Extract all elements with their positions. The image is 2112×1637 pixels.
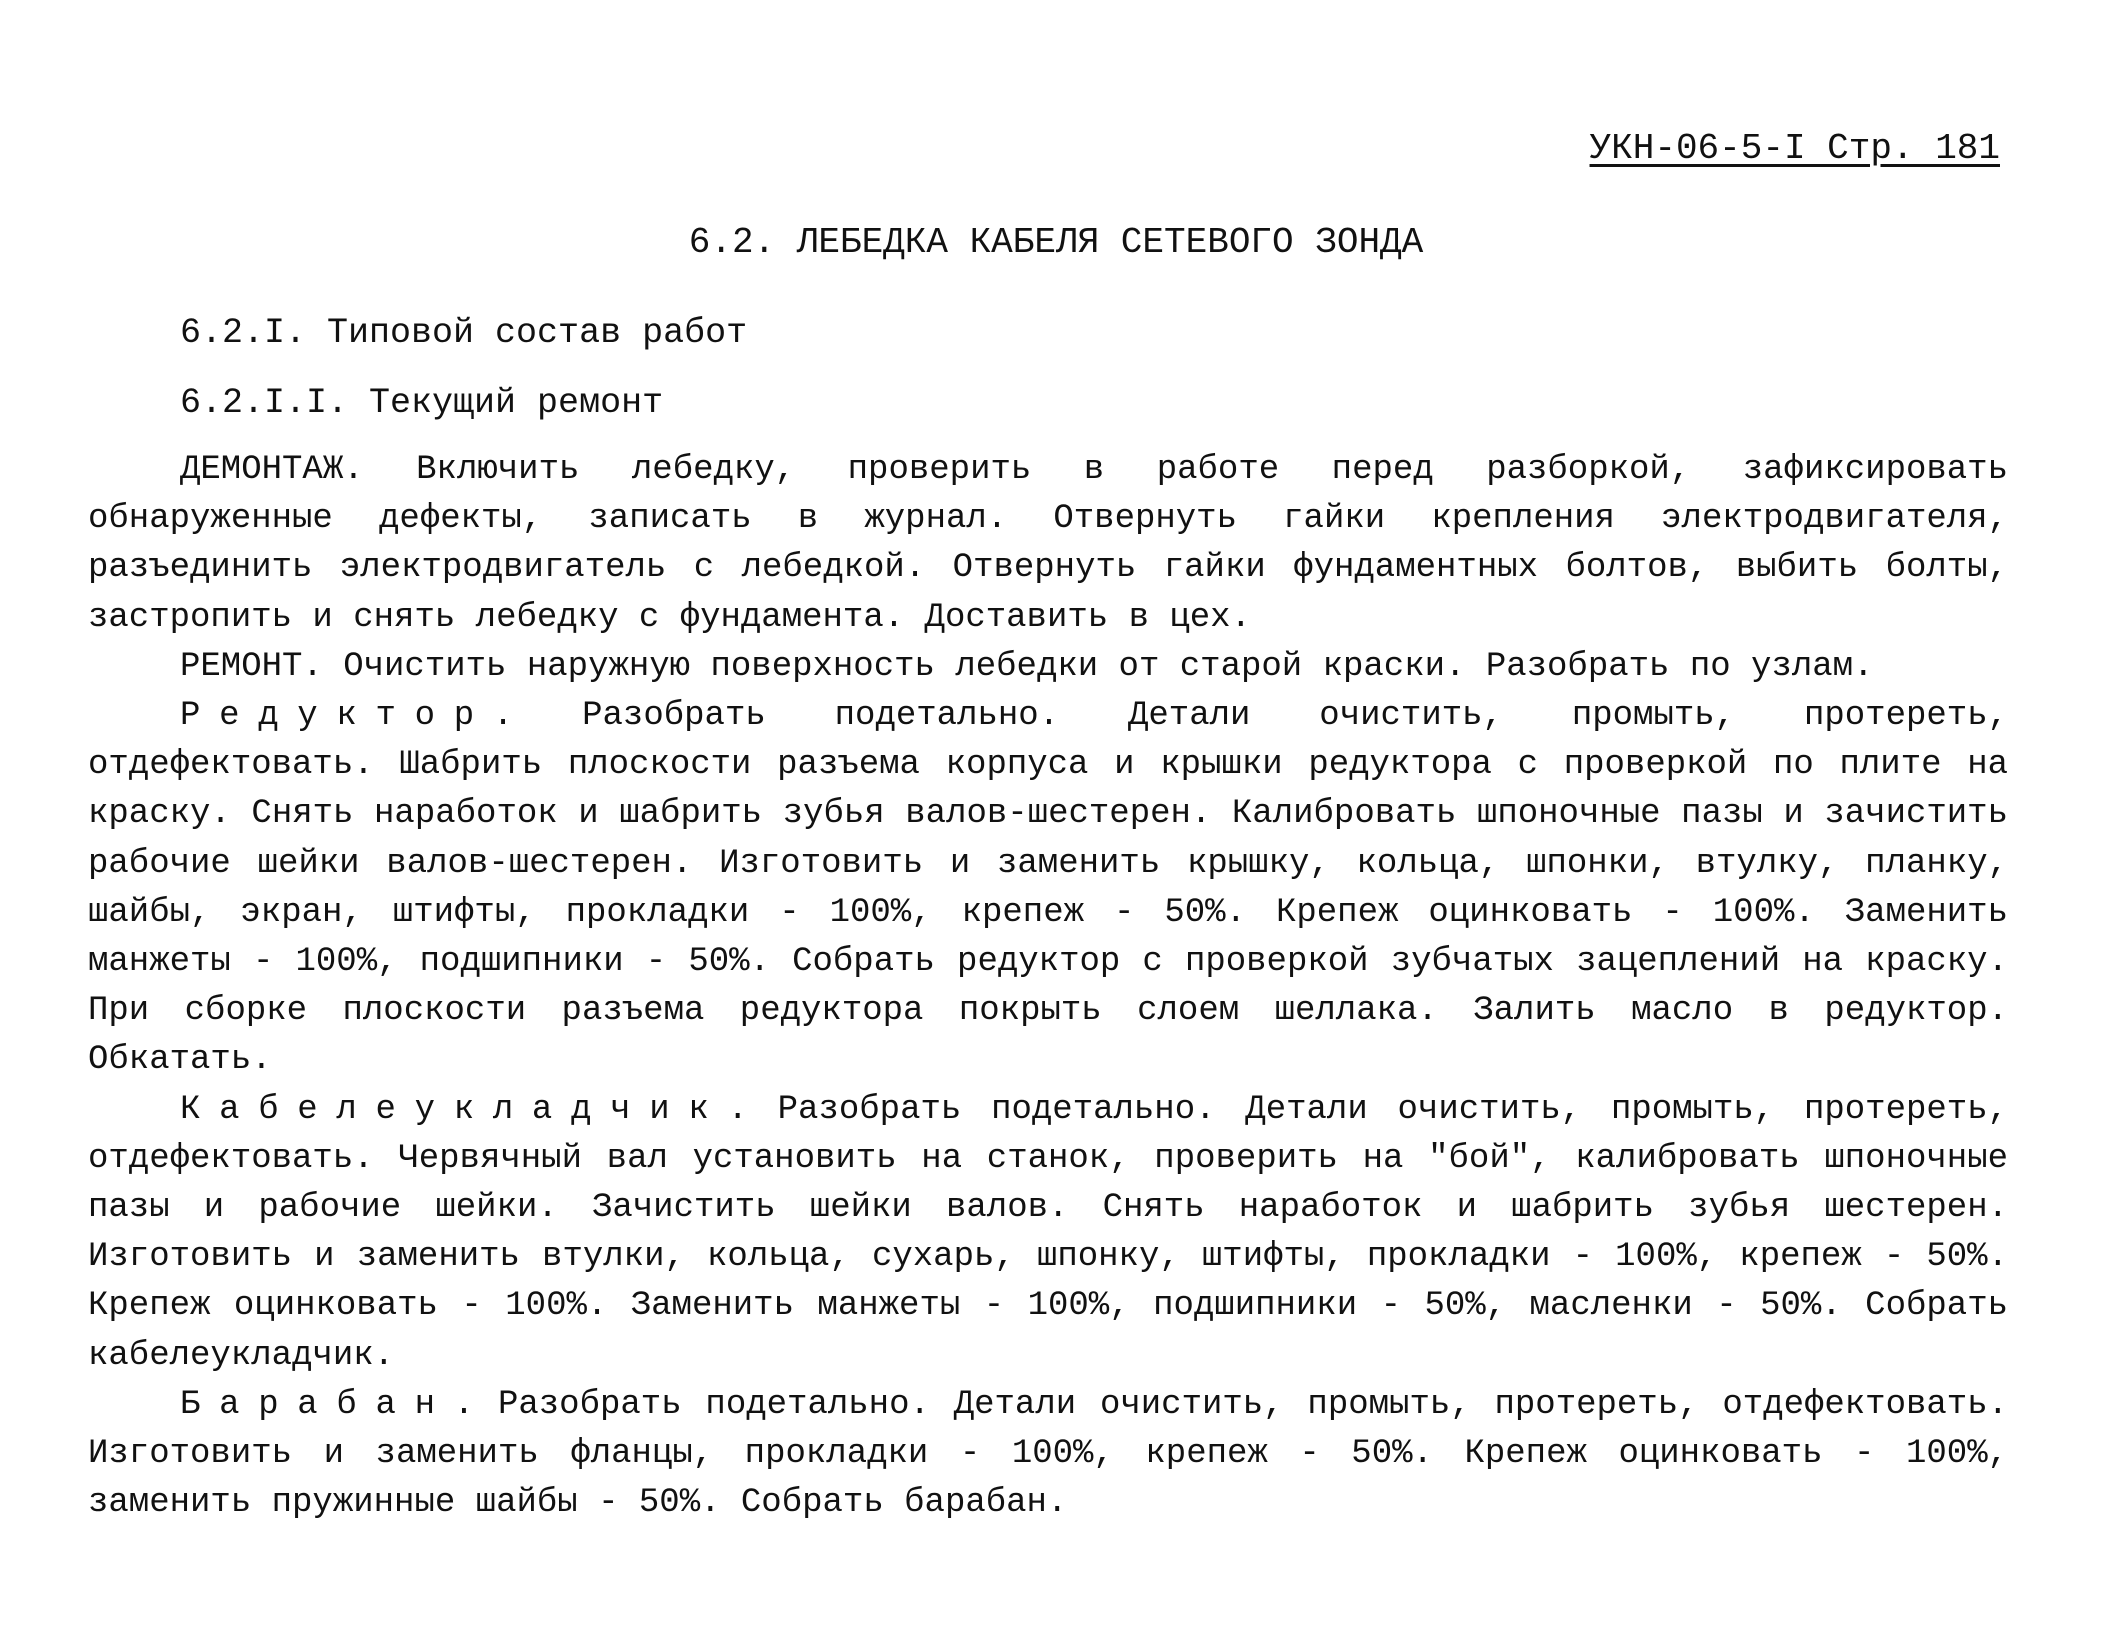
paragraph-drum <box>88 1381 2008 1529</box>
section-title: 6.2. ЛЕБЕДКА КАБЕЛЯ СЕТЕВОГО ЗОНДА <box>688 222 1424 263</box>
subsection-heading-2: 6.2.I.I. Текущий ремонт <box>180 383 664 423</box>
reducer-label: Редуктор <box>180 697 493 736</box>
cable-layer-text: . Разобрать подетально. Детали очистить, промыть, протереть, отдефектовать. Червячный вал установить на станок, проверить на "бой", калибровать шпоночные пазы и рабочие шейки. Зачистить шейки валов. Снять наработок и шабрить зубья шестерен. Изготовить и заменить втулки, кольца, сухарь, шпонку, штифты, прокладки - 100%, крепеж - 50%. Крепеж оцинковать - 100%. Заменить манжеты - 100%, подшипники - 50%, масленки - 50%. Собрать кабелеукладчик. <box>88 1090 2008 1375</box>
drum-text: . Разобрать подетально. Детали очистить, промыть, протереть, отдефектовать. Изготовить и заменить фланцы, прокладки - 100%, крепеж - 50%. Крепеж оцинковать - 100%, заменить пружинные шайбы - 50%. Собрать барабан. <box>88 1385 2008 1523</box>
paragraph-cable-layer <box>88 1086 2008 1381</box>
cable-layer-label: Кабелеукладчик <box>180 1090 728 1129</box>
reducer-text: . Разобрать подетально. Детали очистить, промыть, протереть, отдефектовать. Шабрить плоскости разъема корпуса и крышки редуктора с проверкой по плите на краску. Снять наработок и шабрить зубья валов-шестерен. Калибровать шпоночные пазы и зачистить рабочие шейки валов-шестерен. Изготовить и заменить крышку, кольца, шпонки, втулку, планку, шайбы, экран, штифты, прокладки - 100%, крепеж - 50%. Крепеж оцинковать - 100%. Заменить манжеты - 100%, подшипники - 50%. Собрать редуктор с проверкой зубчатых зацеплений на краску. При сборке плоскости разъема редуктора покрыть слоем шеллака. Залить масло в редуктор. Обкатать. <box>88 697 2008 1080</box>
document-reference: УКН-06-5-I Стр. 181 <box>1589 128 2000 169</box>
body-text <box>88 446 2008 1528</box>
drum-label: Барабан <box>180 1385 454 1424</box>
paragraph-dismantling: ДЕМОНТАЖ. Включить лебедку, проверить в работе перед разборкой, зафиксировать обнаруженные дефекты, записать в журнал. Отвернуть гайки крепления электродвигателя, разъединить электродвигатель с лебедкой. Отвернуть гайки фундаментных болтов, выбить болты, застропить и снять лебедку с фундамента. Доставить в цех. <box>88 451 2008 637</box>
subsection-heading-1: 6.2.I. Типовой состав работ <box>180 313 748 353</box>
paragraph-repair: РЕМОНТ. Очистить наружную поверхность лебедки от старой краски. Разобрать по узлам. <box>180 647 1874 686</box>
paragraph-reducer <box>88 692 2008 1086</box>
